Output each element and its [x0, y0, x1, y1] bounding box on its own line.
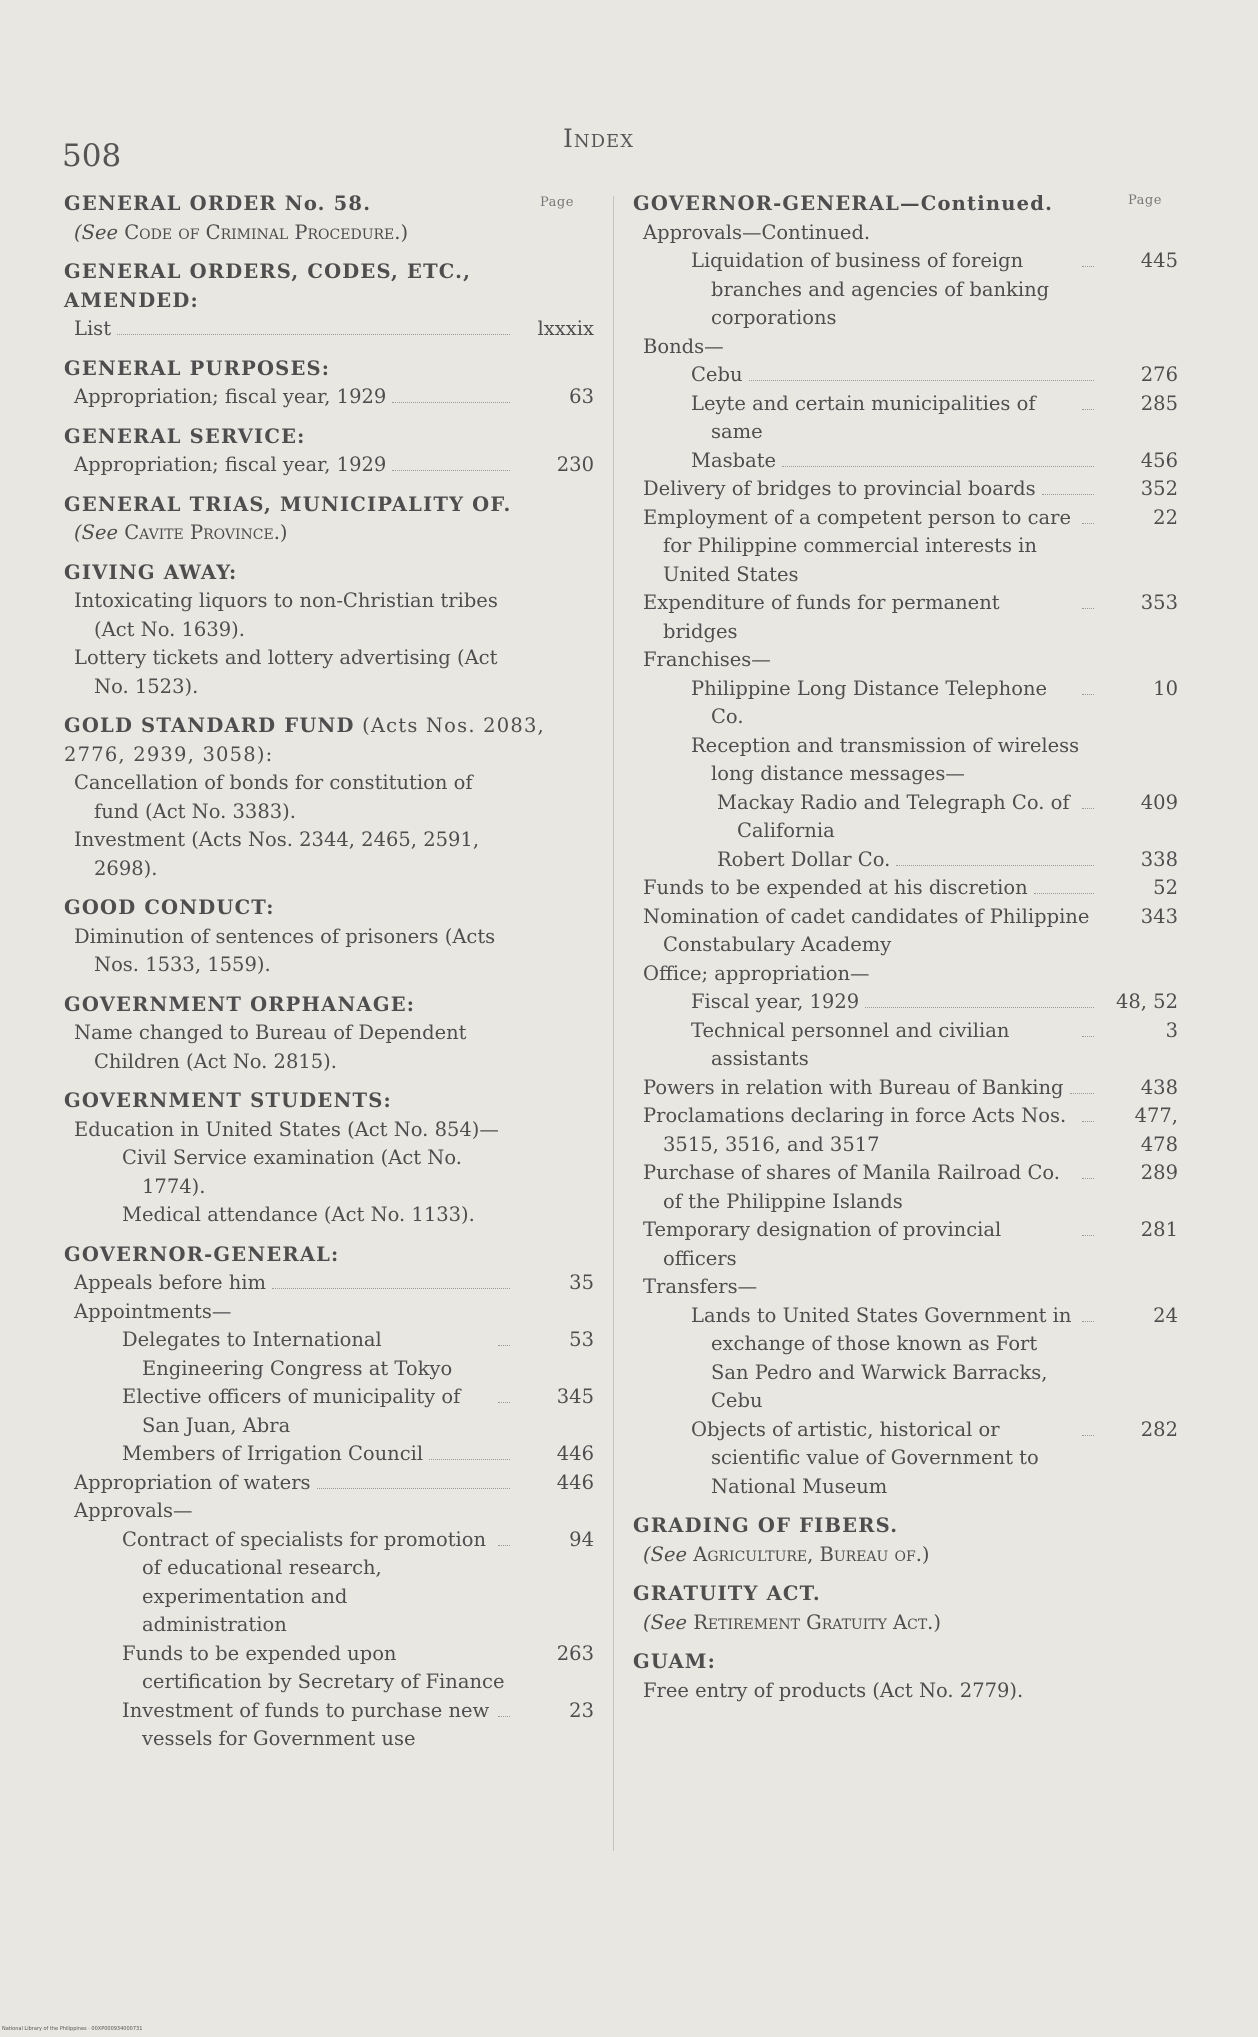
index-entry [633, 1102, 1178, 1159]
index-entry [633, 447, 1178, 476]
entry-page-number: 282 [1140, 1417, 1178, 1441]
index-entry [64, 1269, 594, 1298]
index-entry [64, 1383, 594, 1440]
entry-text: Members of Irrigation Council [122, 1442, 424, 1465]
entry-text: Free entry of products (Act No. 2779). [643, 1678, 1024, 1702]
entry-text: Masbate [691, 448, 777, 472]
entry-text: Elective officers of municipality of San Juan, Abra [122, 1385, 461, 1437]
heading-text: GOVERNOR-GENERAL—Continued. [633, 192, 1054, 215]
entry-text: Intoxicating liquors to non-Christian tribes (Act No. 1639). [74, 589, 498, 641]
heading-subtext: (Acts Nos. 2083, 2776, 2939, 3058): [64, 714, 545, 766]
index-entry [633, 475, 1178, 504]
index-entry [633, 1302, 1178, 1416]
entry-text: Appropriation; fiscal year, 1929 [74, 453, 387, 476]
heading-text: GRATUITY ACT. [633, 1582, 821, 1605]
index-entry [633, 390, 1178, 447]
entry-text: Powers in relation with Bureau of Banking [643, 1075, 1064, 1099]
index-entry [633, 732, 1178, 789]
index-entry [633, 247, 1178, 333]
entry-text: Name changed to Bureau of Dependent Children (Act No. 2815). [74, 1021, 467, 1073]
entry-text: Temporary designation of provincial officers [643, 1218, 1002, 1270]
entry-page-number: 285 [1140, 391, 1178, 415]
see-prefix: (See [74, 220, 119, 244]
index-entry [64, 1497, 594, 1526]
entry-text: Reception and transmission of wireless long distance messages— [691, 733, 1080, 785]
see-reference [633, 1609, 1178, 1638]
index-entry [633, 903, 1178, 960]
index-entry [633, 675, 1178, 732]
column-divider [613, 196, 614, 1851]
index-entry [64, 383, 594, 412]
see-target: Cavite Province.) [124, 521, 288, 544]
entry-page-number: 35 [569, 1271, 594, 1294]
entry-text: Proclamations declaring in force Acts Nos. 3515, 3516, and 3517 [643, 1104, 1067, 1156]
entry-text: Lands to United States Government in exchange of those known as Fort San Pedro and Warwick Barracks, Cebu [691, 1303, 1072, 1412]
heading-text: GENERAL PURPOSES: [64, 356, 331, 380]
index-entry [633, 219, 1178, 248]
index-entry [64, 1697, 594, 1754]
heading-text: GOVERNOR-GENERAL: [64, 1242, 340, 1266]
entry-text: Appropriation; fiscal year, 1929 [74, 385, 387, 408]
entry-page-number: 353 [1140, 591, 1178, 614]
entry-page-number: 230 [556, 453, 594, 476]
index-entry [64, 1640, 594, 1697]
see-prefix: (See [643, 1542, 688, 1566]
entry-page-number: 409 [1140, 790, 1178, 814]
index-entry [64, 1019, 594, 1076]
index-entry [64, 1469, 594, 1498]
index-entry [64, 769, 594, 826]
page-label-left: Page [540, 195, 574, 210]
index-entry [64, 1144, 594, 1201]
entry-page-number: 289 [1140, 1161, 1178, 1184]
entry-page-number: 456 [1140, 448, 1178, 472]
entry-text: Fiscal year, 1929 [691, 990, 860, 1013]
heading-text: GIVING AWAY: [64, 560, 238, 584]
index-entry [64, 1116, 594, 1145]
entry-text: Leyte and certain municipalities of same [691, 391, 1036, 443]
index-entry [64, 587, 594, 644]
index-heading [64, 190, 594, 219]
index-entry [633, 789, 1178, 846]
index-heading [64, 355, 594, 384]
entry-text: Objects of artistic, historical or scientific value of Government to National Museum [691, 1417, 1039, 1498]
see-prefix: (See [74, 521, 119, 544]
index-heading [64, 712, 594, 769]
entry-text: Funds to be expended upon certification by Secretary of Finance [122, 1641, 505, 1693]
entry-text: Funds to be expended at his discretion [643, 876, 1028, 899]
entry-text: Employment of a competent person to care for Philippine commercial interests in United States [643, 505, 1071, 586]
entry-page-number: 10 [1153, 676, 1178, 700]
entry-text: Philippine Long Distance Telephone Co. [691, 676, 1048, 728]
index-heading [64, 258, 594, 315]
entry-text: Franchises— [643, 648, 771, 671]
heading-text: GUAM: [633, 1650, 716, 1673]
index-column-right [633, 190, 1178, 1705]
entry-page-number: 22 [1153, 505, 1178, 529]
index-entry [633, 1159, 1178, 1216]
index-entry [633, 874, 1178, 903]
see-target: Code of Criminal Procedure.) [124, 220, 409, 244]
heading-text: GENERAL SERVICE: [64, 424, 306, 448]
see-reference [633, 1541, 1178, 1570]
entry-page-number: 446 [556, 1442, 594, 1465]
heading-text: GOOD CONDUCT: [64, 896, 275, 919]
index-entry [633, 504, 1178, 590]
entry-page-number: 276 [1140, 363, 1178, 386]
see-target: Agriculture, Bureau of.) [693, 1542, 930, 1566]
entry-text: Appeals before him [74, 1271, 266, 1294]
index-heading [64, 1087, 594, 1116]
page-label-right: Page [1128, 193, 1162, 208]
index-entry [633, 646, 1178, 675]
index-heading [64, 559, 594, 588]
entry-text: Bonds— [643, 334, 724, 358]
entry-text: Cebu [691, 363, 743, 386]
heading-text: GOLD STANDARD FUND [64, 714, 355, 737]
entry-page-number: 52 [1153, 876, 1178, 899]
entry-text: Contract of specialists for promotion of educational research, experimentation and administration [122, 1527, 487, 1636]
entry-text: Education in United States (Act No. 854)— [74, 1117, 499, 1141]
entry-text: Mackay Radio and Telegraph Co. of California [717, 790, 1070, 842]
index-entry [64, 1298, 594, 1327]
entry-text: Approvals— [74, 1499, 193, 1522]
index-entry [633, 333, 1178, 362]
entry-page-number: 63 [569, 385, 594, 408]
see-target: Retirement Gratuity Act.) [693, 1610, 941, 1634]
entry-text: Investment (Acts Nos. 2344, 2465, 2591, 2698). [74, 828, 480, 880]
entry-text: Transfers— [643, 1275, 758, 1298]
entry-text: Expenditure of funds for permanent bridges [643, 591, 1000, 643]
entry-page-number: 446 [556, 1470, 594, 1494]
entry-text: Appropriation of waters [74, 1470, 311, 1494]
see-prefix: (See [643, 1610, 688, 1634]
index-heading [64, 423, 594, 452]
entry-text: Cancellation of bonds for constitution of fund (Act No. 3383). [74, 771, 473, 823]
index-entry [633, 1416, 1178, 1502]
index-heading [64, 491, 594, 520]
entry-page-number: 352 [1140, 477, 1178, 500]
entry-text: Liquidation of business of foreign branches and agencies of banking corporations [691, 249, 1050, 329]
index-entry [633, 589, 1178, 646]
index-entry [64, 1526, 594, 1640]
entry-page-number: 445 [1140, 249, 1178, 272]
index-entry [633, 1273, 1178, 1302]
entry-text: Purchase of shares of Manila Railroad Co. of the Philippine Islands [643, 1161, 1060, 1213]
entry-text: Civil Service examination (Act No. 1774). [122, 1146, 462, 1198]
entry-page-number: 53 [569, 1328, 594, 1351]
entry-page-number: 343 [1140, 904, 1178, 928]
entry-page-number: 3 [1165, 1018, 1178, 1042]
entry-page-number: 345 [556, 1385, 594, 1408]
index-entry [633, 1677, 1178, 1706]
index-entry [633, 846, 1178, 875]
entry-page-number: 23 [569, 1698, 594, 1722]
index-entry [633, 988, 1178, 1017]
index-entry [64, 315, 594, 344]
heading-text: GOVERNMENT STUDENTS: [64, 1089, 392, 1112]
entry-text: Appointments— [74, 1299, 232, 1323]
entry-text: Robert Dollar Co. [717, 847, 891, 871]
index-column-left [64, 190, 594, 1754]
entry-page-number: 263 [556, 1641, 594, 1665]
entry-page-number: 281 [1140, 1218, 1178, 1241]
entry-text: Office; appropriation— [643, 961, 870, 985]
entry-page-number: 94 [569, 1527, 594, 1551]
entry-text: Approvals—Continued. [643, 220, 871, 244]
index-heading [633, 190, 1178, 219]
index-entry [64, 1440, 594, 1469]
index-entry [633, 361, 1178, 390]
index-heading [633, 1580, 1178, 1609]
see-reference [64, 219, 594, 248]
see-reference [64, 519, 594, 548]
index-entry [633, 1017, 1178, 1074]
index-heading [64, 1241, 594, 1270]
index-entry [633, 1216, 1178, 1273]
entry-page-number: lxxxix [537, 317, 594, 340]
entry-text: Lottery tickets and lottery advertising (Act No. 1523). [74, 646, 498, 698]
index-entry [64, 1201, 594, 1230]
entry-text: Investment of funds to purchase new vessels for Government use [122, 1698, 490, 1750]
index-entry [64, 451, 594, 480]
entry-text: Nomination of cadet candidates of Philippine Constabulary Academy [643, 904, 1090, 956]
entry-page-number: 48, 52 [1115, 990, 1178, 1013]
index-entry [64, 923, 594, 980]
page-number: 508 [62, 138, 122, 174]
index-heading [64, 894, 594, 923]
index-heading [64, 991, 594, 1020]
heading-text: GOVERNMENT ORPHANAGE: [64, 992, 416, 1016]
entry-page-number: 24 [1153, 1303, 1178, 1327]
entry-text: Diminution of sentences of prisoners (Acts Nos. 1533, 1559). [74, 924, 496, 976]
heading-text: GRADING OF FIBERS. [633, 1514, 899, 1537]
footer-stamp: National Library of the Philippines · 00XP000934000731 [2, 2026, 143, 2032]
heading-text: GENERAL ORDERS, CODES, ETC., AMENDED: [64, 260, 472, 312]
entry-text: Delegates to International Engineering Congress at Tokyo [122, 1328, 453, 1380]
index-heading [633, 1512, 1178, 1541]
page-title: Index [563, 124, 635, 153]
index-entry [64, 644, 594, 701]
index-entry [633, 960, 1178, 989]
entry-text: List [74, 317, 112, 340]
entry-page-number: 438 [1140, 1075, 1178, 1099]
entry-text: Delivery of bridges to provincial boards [643, 477, 1036, 500]
index-heading [633, 1648, 1178, 1677]
index-entry [633, 1074, 1178, 1103]
index-entry [64, 1326, 594, 1383]
heading-text: GENERAL ORDER No. 58. [64, 192, 372, 215]
entry-page-number: 338 [1140, 847, 1178, 871]
heading-text: GENERAL TRIAS, MUNICIPALITY OF. [64, 492, 512, 516]
entry-text: Medical attendance (Act No. 1133). [122, 1203, 475, 1226]
entry-text: Technical personnel and civilian assistants [691, 1018, 1010, 1070]
entry-page-number: 477, 478 [1134, 1104, 1178, 1156]
index-entry [64, 826, 594, 883]
